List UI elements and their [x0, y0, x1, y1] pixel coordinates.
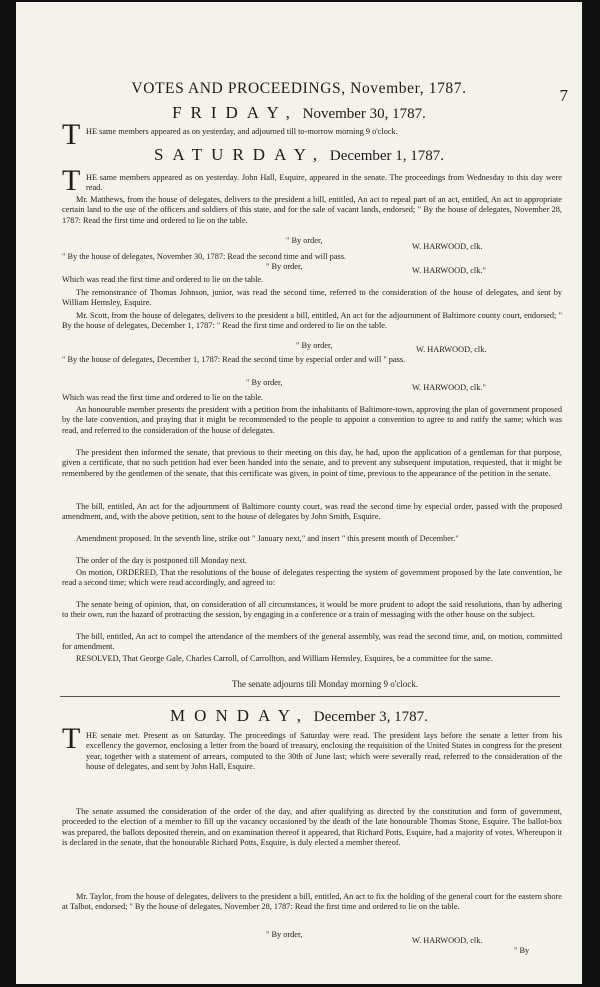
signature-name: W. HARWOOD, clk."	[412, 383, 486, 392]
signature-name: W. HARWOOD, clk.	[416, 345, 487, 354]
signature-by-order: " By order,	[266, 930, 303, 939]
saturday-paragraph-1: HE same members appeared as on yesterday. John Hall, Esquire, appeared in the senate. The proceedings from Wednesday to this day were read.	[86, 173, 562, 193]
saturday-day: SATURDAY,	[153, 145, 327, 164]
page-number: 7	[559, 86, 568, 105]
saturday-paragraph-6: Mr. Scott, from the house of delegates, delivers to the president a bill, entitled, An act for the adjournment of Baltimore county court, endorsed; " By the house of delegates, December 1, 1787: " Read the first time and ordered to lie on the table.	[62, 311, 562, 331]
saturday-date: December 1, 1787.	[329, 148, 445, 164]
saturday-paragraph-8: Which was read the first time and ordered to lie on the table.	[62, 393, 264, 402]
monday-dropcap: T	[62, 722, 81, 755]
saturday-paragraph-9: An honourable member presents the president with a petition from the inhabitants of Baltimore-town, approving the plan of government proposed by the late convention, and praying that it might be recommended to the people to appoint a convention to agree to and ratify the same; which was read, and referred to the consideration of the house of delegates.	[62, 405, 562, 435]
signature-by-order: " By order,	[286, 236, 323, 245]
signature-by-order: " By order,	[246, 378, 283, 387]
friday-day: FRIDAY,	[172, 103, 299, 122]
monday-heading	[16, 706, 582, 726]
signature-by-order: " By order,	[296, 341, 333, 350]
saturday-paragraph-2: Mr. Matthews, from the house of delegates, delivers to the president a bill, entitled, An act to repeal part of an act, entitled, An act to appropriate certain land to the use of the officers and soldiers of this state, and for the sale of vacant lands, endorsed; " By the house of delegates, November 28, 1787: Read the first time and ordered to lie on the table.	[62, 195, 562, 225]
saturday-paragraph-12: Amendment proposed. In the seventh line, strike out " January next," and insert " this present month of December."	[76, 534, 459, 543]
adjournment-line: The senate adjourns till Monday morning 9 o'clock.	[232, 679, 419, 689]
signature-name: W. HARWOOD, clk.	[412, 242, 483, 251]
saturday-paragraph-15: The senate being of opinion, that, on consideration of all circumstances, it would be more prudent to adopt the said resolutions, than by adhering to their own, run the hazard of protracting the session, by engaging in a conference or a train of messaging with the other house on the subject.	[62, 600, 562, 620]
saturday-paragraph-13: The order of the day is postponed till Monday next.	[76, 556, 247, 565]
page-header: VOTES AND PROCEEDINGS, November, 1787.	[131, 80, 467, 97]
signature-by-order: " By order,	[266, 262, 303, 271]
saturday-paragraph-4: Which was read the first time and ordered to lie on the table.	[62, 275, 264, 284]
monday-paragraph-3: Mr. Taylor, from the house of delegates, delivers to the president a bill, entitled, An act to fix the holding of the general court for the eastern shore at Talbot, endorsed; " By the house of delegates, November 28, 1787: Read the first time and ordered to lie on the table.	[62, 892, 562, 912]
monday-date: December 3, 1787.	[313, 709, 428, 725]
saturday-paragraph-17: RESOLVED, That George Gale, Charles Carroll, of Carrollton, and William Hemsley, Esquires, be a committee for the same.	[76, 654, 493, 663]
saturday-paragraph-7: " By the house of delegates, December 1, 1787: Read the second time by especial order and will " pass.	[62, 355, 406, 364]
saturday-paragraph-16: The bill, entitled, An act to compel the attendance of the members of the general assembly, was read the second time, and, on motion, committed for amendment.	[62, 632, 562, 652]
saturday-paragraph-10: The president then informed the senate, that previous to their meeting on this day, he had, upon the application of a gentleman for that purpose, given a certificate, that no such petition had ever been handed into the senate, and to prevent any subsequent imputation, requested, that it might be remembered by the gentlemen of the senate, that this certificate was given, in point of time, previous to the appearance of the petition in the senate.	[62, 448, 562, 478]
saturday-paragraph-3: " By the house of delegates, November 30, 1787: Read the second time and will pass.	[62, 252, 347, 261]
friday-text: HE same members appeared as on yesterday, and adjourned till to-morrow morning 9 o'clock.	[86, 127, 398, 136]
document-page	[16, 2, 582, 984]
signature-name: W. HARWOOD, clk.	[412, 936, 483, 945]
friday-dropcap: T	[62, 118, 81, 151]
friday-date: November 30, 1787.	[302, 106, 426, 122]
monday-paragraph-1: HE senate met. Present as on Saturday. The proceedings of Saturday were read. The president lays before the senate a letter from his excellency the governor, enclosing a letter from the board of treasury, enclosing the requisition of the United States in congress for the present year, together with a statement of arrears, computed to the 30th of June last; which were severally read, referred to the consideration of the house of delegates, and sent by John Hall, Esquire.	[86, 731, 562, 771]
monday-day: MONDAY,	[170, 706, 311, 725]
monday-paragraph-2: The senate assumed the consideration of the order of the day, and after qualifying as directed by the constitution and form of government, proceeded to the election of a member to fill up the vacancy occasioned by the death of the late honourable Thomas Stone, Esquire. The ballot-box was prepared, the ballots deposited therein, and on examination thereof it appeared, that Richard Potts, Esquire, had a majority of votes. Whereupon it is declared in the senate, that the honourable Richard Potts, Esquire, is duly elected a member thereof.	[62, 807, 562, 847]
catchword: " By	[514, 946, 530, 955]
saturday-dropcap: T	[62, 164, 81, 197]
saturday-paragraph-14: On motion, ORDERED, That the resolutions of the house of delegates respecting the system of government proposed by the late convention, be read a second time; which were read accordingly, and agreed to:	[62, 568, 562, 588]
friday-heading	[16, 103, 582, 123]
saturday-paragraph-11: The bill, entitled, An act for the adjournment of Baltimore county court, was read the second time by especial order, passed with the proposed amendment, and, with the above petition, sent to the house of delegates by John Smith, Esquire.	[62, 502, 562, 522]
saturday-paragraph-5: The remonstrance of Thomas Johnson, junior, was read the second time, referred to the consideration of the house of delegates, and sent by William Hemsley, Esquire.	[62, 288, 562, 308]
section-divider	[60, 696, 560, 697]
saturday-heading	[16, 145, 582, 165]
signature-name: W. HARWOOD, clk."	[412, 266, 486, 275]
